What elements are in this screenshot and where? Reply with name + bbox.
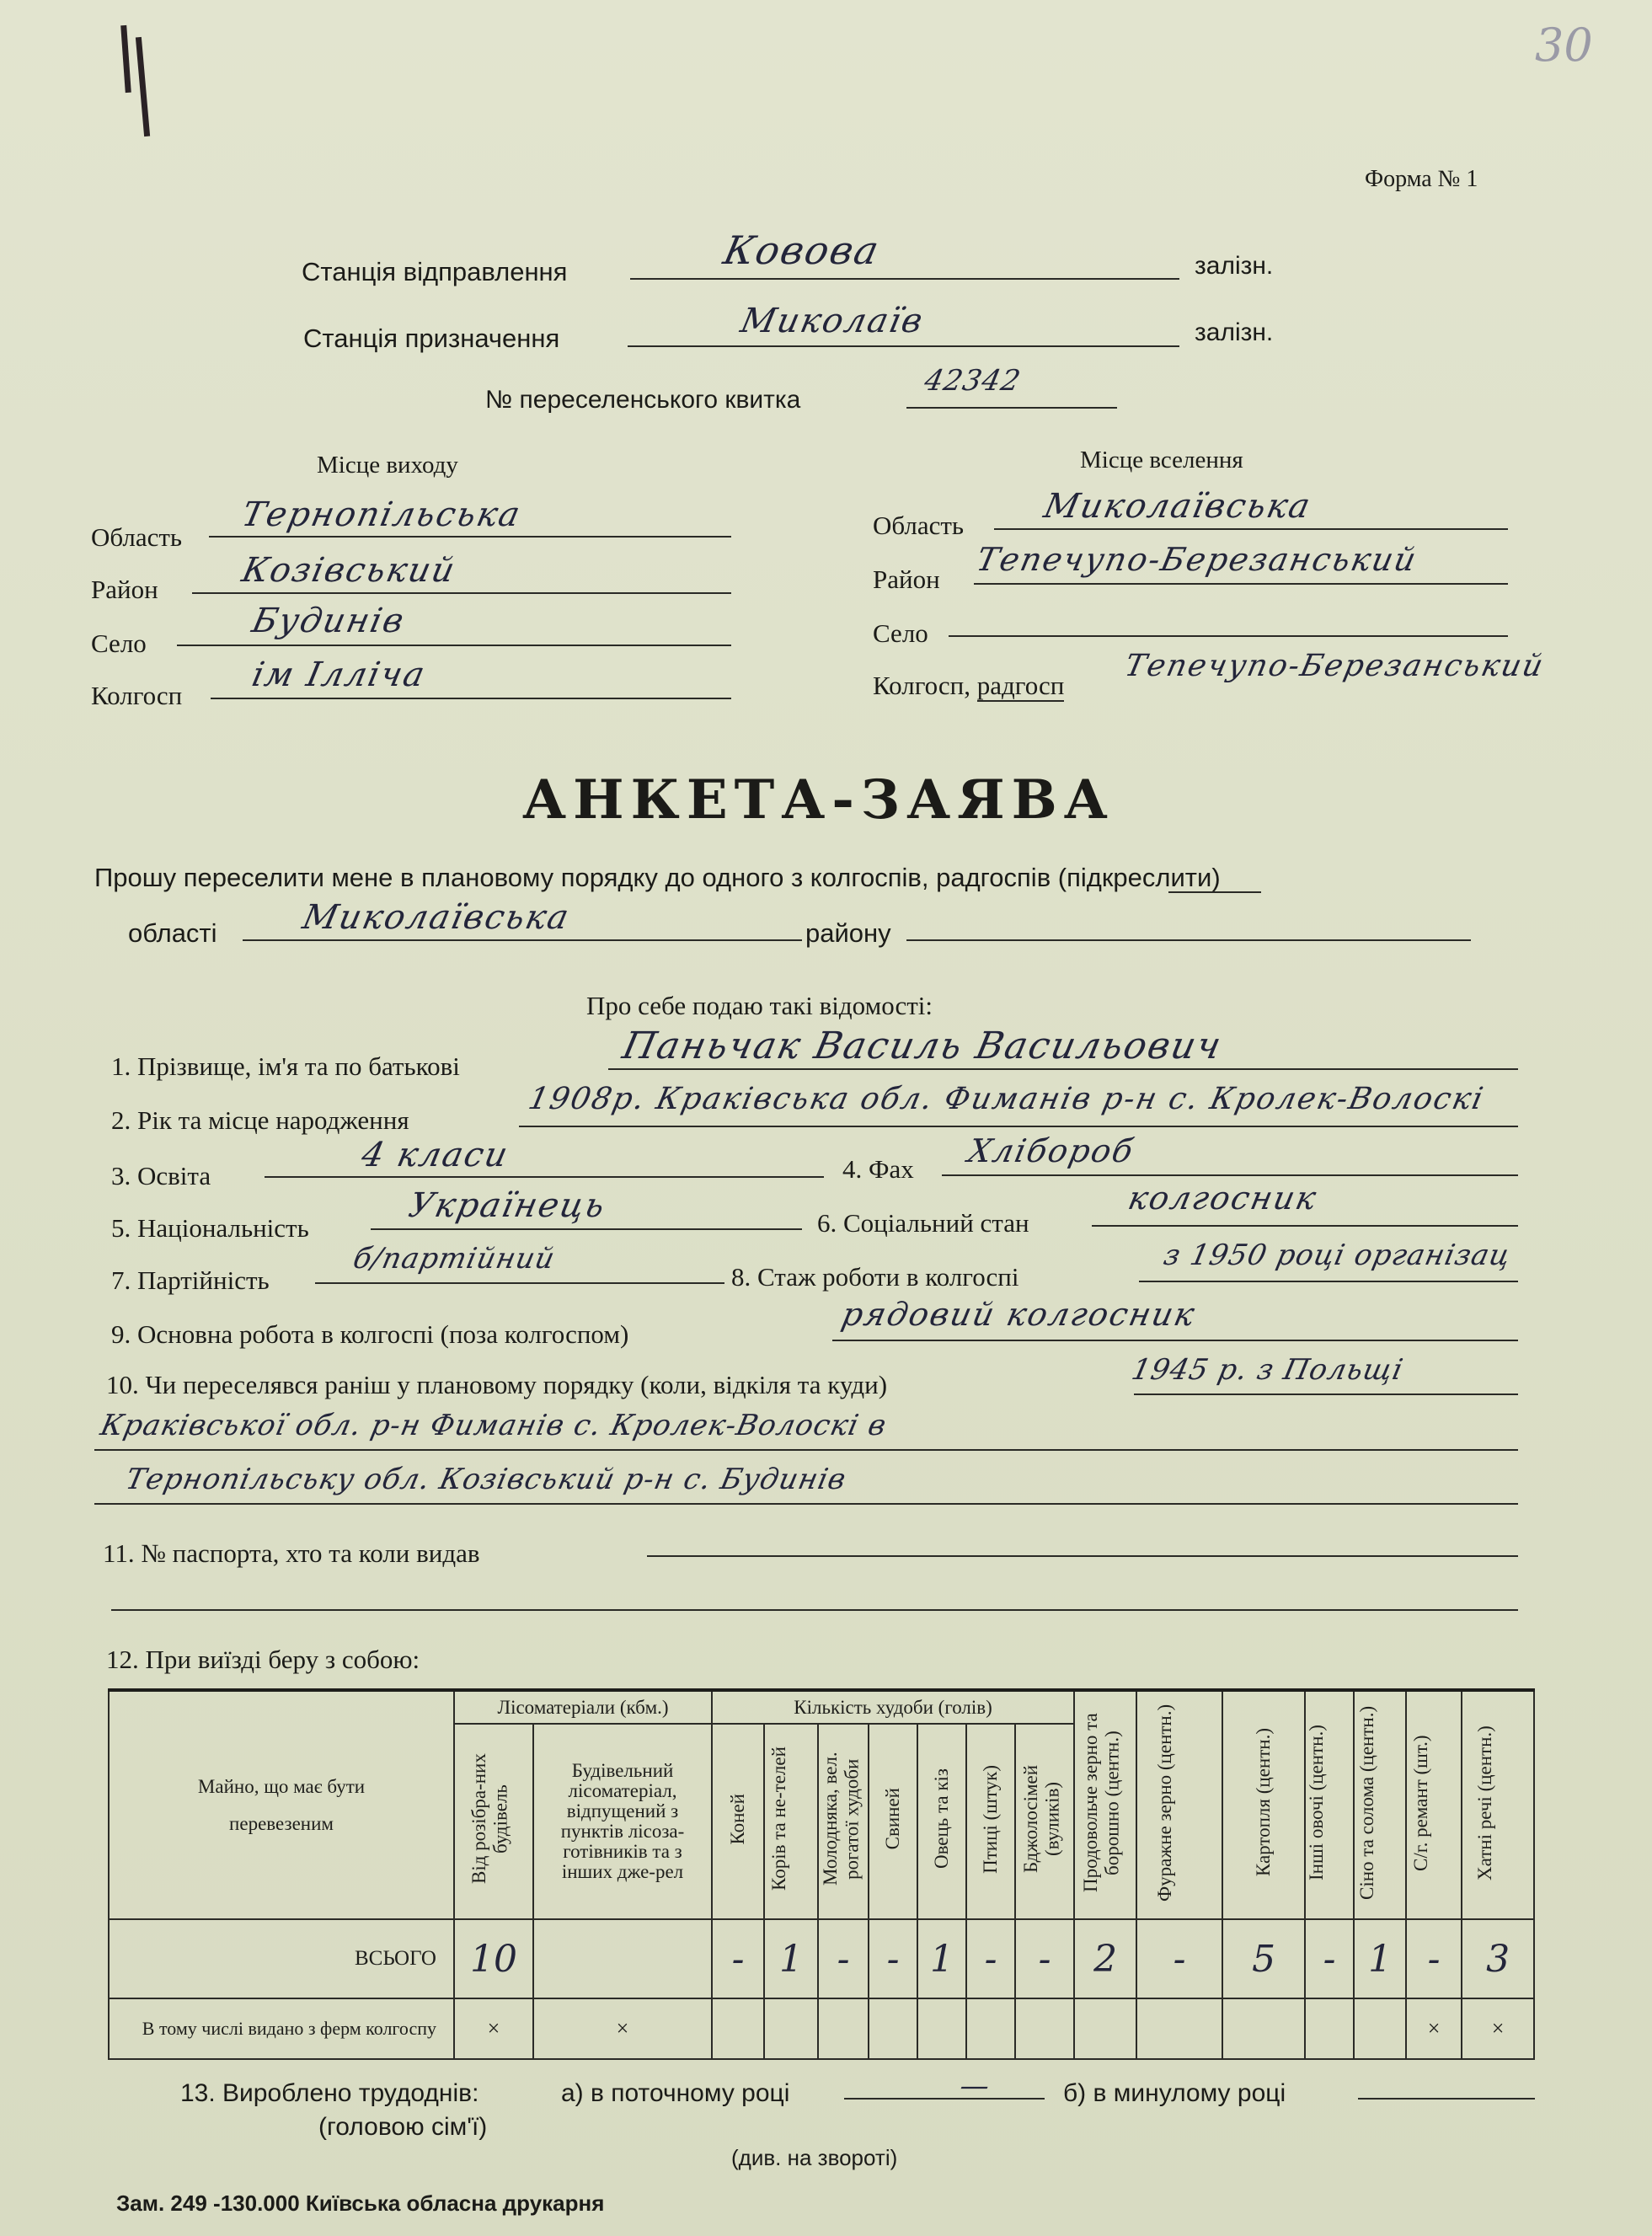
farm-cell <box>1015 1998 1074 2059</box>
farm-cell <box>1354 1998 1406 2059</box>
field-5-value: Українець <box>405 1186 610 1225</box>
total-cell <box>533 1919 712 1998</box>
col-agri: С/г. ремант (шт.) <box>1406 1690 1462 1919</box>
col-household: Хатні речі (центн.) <box>1462 1690 1534 1919</box>
field-7-value: б/партійний <box>350 1242 559 1276</box>
field-5-label: 5. Національність <box>111 1213 309 1243</box>
farm-cell: × <box>1462 1998 1534 2059</box>
total-cell: 1 <box>1354 1919 1406 1998</box>
col-cows: Корів та не-телей <box>764 1724 818 1919</box>
farm-cell: × <box>1406 1998 1462 2059</box>
origin-oblast-value: Тернопільська <box>238 495 525 534</box>
field-2-value: 1908р. Краківська обл. Фиманів р-н с. Кролек-Волоскі <box>525 1082 1488 1116</box>
total-cell: 10 <box>454 1919 533 1998</box>
destination-heading: Місце вселення <box>1080 447 1243 473</box>
field-13-sub: (головою сім'ї) <box>318 2113 488 2141</box>
destination-selo-label: Село <box>873 618 928 648</box>
col-bees: Бджолосімей (вуликів) <box>1015 1724 1074 1919</box>
field-13-a-value: — <box>956 2069 994 2103</box>
total-cell: - <box>966 1919 1015 1998</box>
ticket-label: № переселенського квитка <box>485 386 801 414</box>
field-10-value-2: Краківської обл. р-н Фиманів с. Кролек-Волоскі в <box>97 1409 890 1442</box>
col-disassembled: Від розібра-них будівель <box>454 1724 533 1919</box>
farm-cell <box>869 1998 917 2059</box>
field-9-label: 9. Основна робота в колгоспі (поза колгоспом) <box>111 1319 629 1349</box>
total-cell: 2 <box>1074 1919 1136 1998</box>
farm-cell <box>966 1998 1015 2059</box>
destination-kolhosp-label-a: Колгосп, <box>873 671 971 700</box>
col-poultry: Птиці (штук) <box>966 1724 1015 1919</box>
field-6-value: колгосник <box>1125 1180 1322 1217</box>
row-total <box>109 1919 1534 1998</box>
col-vegetables: Інші овочі (центн.) <box>1305 1690 1354 1919</box>
total-cell: - <box>1406 1919 1462 1998</box>
origin-oblast-label: Область <box>91 522 183 552</box>
see-back-note: (див. на звороті) <box>731 2145 898 2170</box>
request-raion-label: району <box>805 918 891 948</box>
form-label: Форма № 1 <box>1365 166 1478 192</box>
field-4-value: Хлібороб <box>965 1132 1138 1169</box>
request-line: Прошу переселити мене в плановому порядку до одного з колгоспів, радгоспів (підкреслити) <box>94 863 1221 892</box>
total-cell: - <box>869 1919 917 1998</box>
field-11-label: 11. № паспорта, хто та коли видав <box>103 1538 480 1568</box>
field-13-label: 13. Вироблено трудоднів: <box>180 2079 479 2107</box>
field-10-value-1: 1945 р. з Польщі <box>1128 1353 1407 1387</box>
origin-kolhosp-value: ім Ілліча <box>249 655 430 694</box>
farm-cell: × <box>454 1998 533 2059</box>
margin-mark-1 <box>120 25 131 93</box>
field-3-value: 4 класи <box>358 1136 513 1174</box>
total-cell: 5 <box>1222 1919 1305 1998</box>
row-farm <box>109 1998 1534 2059</box>
printer-imprint: Зам. 249 -130.000 Київська обласна друкарня <box>116 2191 605 2216</box>
total-cell: - <box>1015 1919 1074 1998</box>
col-hay: Сіно та солома (центн.) <box>1354 1690 1406 1919</box>
farm-cell <box>764 1998 818 2059</box>
field-1-label: 1. Прізвище, ім'я та по батькові <box>111 1051 460 1081</box>
field-7-label: 7. Партійність <box>111 1265 270 1295</box>
total-cell: - <box>1305 1919 1354 1998</box>
destination-raion-value: Тепечупо-Березанський <box>973 541 1421 578</box>
col-grain: Продовольче зерно та борошно (центн.) <box>1074 1690 1136 1919</box>
col-property: Майно, що має бути перевезеним <box>109 1690 454 1919</box>
row-total-label: ВСЬОГО <box>109 1919 454 1998</box>
ticket-value: 42342 <box>921 364 1024 398</box>
total-cell: 1 <box>764 1919 818 1998</box>
farm-cell <box>1074 1998 1136 2059</box>
row-farm-label: В тому числі видано з ферм колгоспу <box>109 1998 454 2059</box>
group-livestock: Кількість худоби (голів) <box>712 1690 1074 1724</box>
farm-cell <box>1136 1998 1222 2059</box>
request-oblast-value: Миколаївська <box>299 898 574 937</box>
total-cell: - <box>818 1919 869 1998</box>
group-timber: Лісоматеріали (кбм.) <box>454 1690 712 1724</box>
corner-number: 30 <box>1535 19 1593 72</box>
field-9-value: рядовий колгосник <box>838 1296 1200 1333</box>
field-4-label: 4. Фах <box>842 1154 914 1184</box>
origin-selo-value: Будинів <box>249 602 409 640</box>
total-cell: 3 <box>1462 1919 1534 1998</box>
field-10-label: 10. Чи переселявся раніш у плановому порядку (коли, відкіля та куди) <box>106 1370 888 1399</box>
origin-kolhosp-label: Колгосп <box>91 681 183 710</box>
arrival-label: Станція призначення <box>303 324 560 353</box>
farm-cell <box>917 1998 966 2059</box>
farm-cell <box>1305 1998 1354 2059</box>
col-young-cattle: Молодняка, вел. рогатої худоби <box>818 1724 869 1919</box>
field-1-value: Паньчак Василь Васильович <box>618 1024 1227 1067</box>
origin-raion-label: Район <box>91 575 158 604</box>
field-12-label: 12. При виїзді беру з собою: <box>106 1645 420 1674</box>
destination-oblast-label: Область <box>873 511 965 540</box>
field-3-label: 3. Освіта <box>111 1161 211 1190</box>
col-sheep: Овець та кіз <box>917 1724 966 1919</box>
request-oblast-label: області <box>128 918 217 948</box>
field-10-value-3: Тернопільську обл. Козівський р-н с. Будинів <box>122 1463 850 1496</box>
departure-label: Станція відправлення <box>302 257 568 286</box>
farm-cell: × <box>533 1998 712 2059</box>
origin-heading: Місце виходу <box>317 452 458 479</box>
departure-rail-suffix: залізн. <box>1195 252 1274 280</box>
destination-kolhosp-label-b: радгосп <box>976 671 1065 700</box>
goods-table <box>108 1688 1535 2060</box>
col-fodder: Фуражне зерно (центн.) <box>1136 1690 1222 1919</box>
farm-cell <box>818 1998 869 2059</box>
field-6-label: 6. Соціальний стан <box>817 1208 1029 1238</box>
destination-oblast-value: Миколаївська <box>1040 487 1315 526</box>
field-8-value: з 1950 році організац <box>1160 1238 1515 1272</box>
total-cell: - <box>1136 1919 1222 1998</box>
col-horses: Коней <box>712 1724 764 1919</box>
field-2-label: 2. Рік та місце народження <box>111 1105 409 1135</box>
farm-cell <box>712 1998 764 2059</box>
destination-raion-label: Район <box>873 564 940 594</box>
margin-mark-2 <box>136 37 150 136</box>
form-title: АНКЕТА-ЗАЯВА <box>522 768 1115 832</box>
total-cell: - <box>712 1919 764 1998</box>
origin-selo-label: Село <box>91 629 147 658</box>
field-13-a-label: а) в поточному році <box>561 2079 790 2107</box>
departure-value: Ковова <box>719 227 885 273</box>
field-8-label: 8. Стаж роботи в колгоспі <box>731 1262 1019 1292</box>
total-cell: 1 <box>917 1919 966 1998</box>
destination-kolhosp-label <box>873 671 1064 701</box>
field-13-b-label: б) в минулому році <box>1063 2079 1286 2107</box>
col-pigs: Свиней <box>869 1724 917 1919</box>
farm-cell <box>1222 1998 1305 2059</box>
col-building-timber: Будівельний лісоматеріал, відпущений з пунктів лісоза-готівників та з інших дже-рел <box>533 1724 712 1919</box>
col-potatoes: Картопля (центн.) <box>1222 1690 1305 1919</box>
destination-kolhosp-value: Тепечупо-Березанський <box>1121 649 1548 683</box>
arrival-value: Миколаїв <box>737 302 928 340</box>
intro-text: Про себе подаю такі відомості: <box>586 991 933 1020</box>
arrival-rail-suffix: залізн. <box>1195 318 1274 346</box>
origin-raion-value: Козівський <box>238 551 460 590</box>
